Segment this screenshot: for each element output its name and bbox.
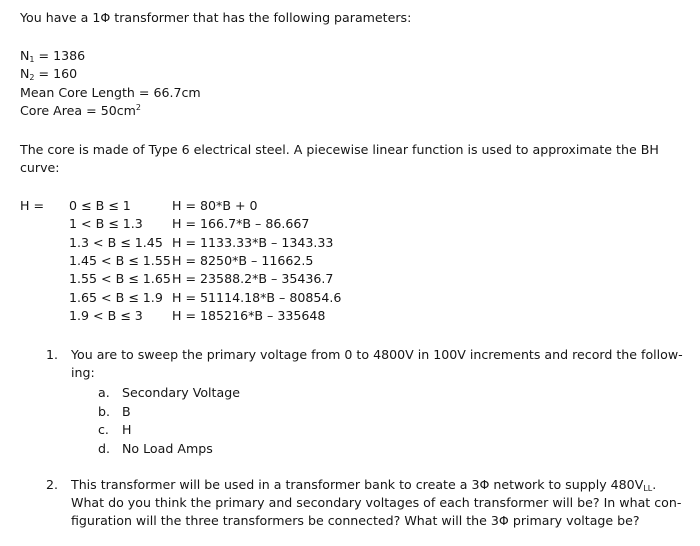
bh-range: 1.9 < B ≤ 3 [69, 308, 143, 323]
core-description-line1: The core is made of Type 6 electrical steel. A piecewise linear function is used to approximate the BH [20, 142, 659, 157]
bh-formula: H = 51114.18*B – 80854.6 [172, 290, 342, 305]
question-2-line1: This transformer will be used in a transformer bank to create a 3Φ network to supply $480V_{LL}$. [71, 477, 657, 493]
question-1-line1: You are to sweep the primary voltage from 0 to 4800V in 100V increments and record the follow- [71, 347, 683, 362]
question-1-item-text: Secondary Voltage [122, 385, 240, 400]
bh-range: 1.45 < B ≤ 1.55 [69, 253, 171, 268]
bh-range: 1.65 < B ≤ 1.9 [69, 290, 163, 305]
question-1-item-letter: a. [98, 385, 110, 400]
bh-formula: H = 80*B + 0 [172, 198, 258, 213]
bh-range: 1.55 < B ≤ 1.65 [69, 271, 171, 286]
core-description-line2: curve: [20, 160, 60, 175]
question-1-item-text: No Load Amps [122, 441, 213, 456]
param-n1: $N_1 = 1386$ [20, 48, 86, 64]
question-2-line2: What do you think the primary and secondary voltages of each transformer will be? In what con- [71, 495, 682, 510]
intro-text: You have a 1Φ transformer that has the following parameters: [20, 10, 412, 25]
question-1-line2: ing: [71, 365, 95, 380]
bh-range: 1.3 < B ≤ 1.45 [69, 235, 163, 250]
bh-formula: H = 1133.33*B – 1343.33 [172, 235, 334, 250]
bh-formula: H = 23588.2*B – 35436.7 [172, 271, 334, 286]
question-1-item-letter: d. [98, 441, 110, 456]
param-n2: $N_2 = 160$ [20, 66, 78, 82]
question-1-item-text: H [122, 422, 132, 437]
bh-label: H = [20, 198, 45, 213]
question-2-line3: figuration will the three transformers be connected? What will the 3Φ primary voltage be? [71, 513, 640, 528]
question-1-item-letter: c. [98, 422, 109, 437]
bh-range: 0 ≤ B ≤ 1 [69, 198, 131, 213]
question-1-item-letter: b. [98, 404, 110, 419]
bh-formula: H = 8250*B – 11662.5 [172, 253, 314, 268]
question-2-number: 2. [46, 477, 59, 492]
bh-formula: H = 166.7*B – 86.667 [172, 216, 310, 231]
question-1-item-text: B [122, 404, 131, 419]
param-core-area: Core Area = $50cm^2$ [20, 103, 142, 118]
bh-range: 1 < B ≤ 1.3 [69, 216, 143, 231]
bh-formula: H = 185216*B – 335648 [172, 308, 326, 323]
param-core-length: Mean Core Length = 66.7cm [20, 85, 201, 100]
question-1-number: 1. [46, 347, 59, 362]
